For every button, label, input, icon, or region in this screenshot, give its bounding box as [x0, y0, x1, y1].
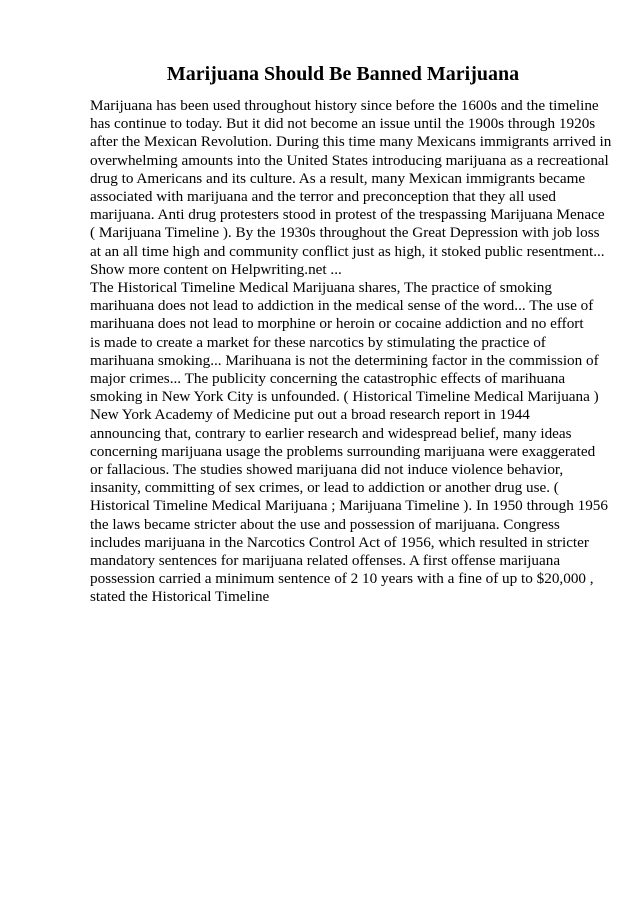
- body-line: marihuana smoking... Marihuana is not the determining factor in the commission of: [90, 351, 599, 369]
- body-line: at an all time high and community conflict just as high, it stoked public resentment...: [90, 242, 605, 260]
- body-line: has continue to today. But it did not become an issue until the 1900s through 1920s: [90, 115, 596, 133]
- body-line: the laws became stricter about the use and possession of marijuana. Congress: [90, 515, 560, 533]
- body-line: possession carried a minimum sentence of 2 10 years with a fine of up to $20,000 ,: [90, 570, 594, 588]
- show-more-line: Show more content on Helpwriting.net ...: [90, 260, 342, 278]
- document-title: Marijuana Should Be Banned Marijuana: [166, 63, 520, 85]
- body-line: or fallacious. The studies showed marijuana did not induce violence behavior,: [90, 461, 564, 479]
- body-line: overwhelming amounts into the United States introducing marijuana as a recreational: [90, 151, 609, 169]
- body-line: is made to create a market for these narcotics by stimulating the practice of: [90, 333, 546, 351]
- body-line: concerning marijuana usage the problems surrounding marijuana were exaggerated: [90, 442, 596, 460]
- document-body: [90, 97, 610, 607]
- body-line: after the Mexican Revolution. During this time many Mexicans immigrants arrived in: [90, 133, 612, 151]
- body-line: Marijuana has been used throughout history since before the 1600s and the timeline: [90, 97, 599, 114]
- body-line: includes marijuana in the Narcotics Control Act of 1956, which resulted in stricter: [90, 533, 589, 551]
- body-line: Historical Timeline Medical Marijuana ; Marijuana Timeline ). In 1950 through 1956: [90, 497, 608, 515]
- body-line: smoking in New York City is unfounded. ( Historical Timeline Medical Marijuana ): [90, 388, 599, 406]
- body-line: marihuana does not lead to morphine or heroin or cocaine addiction and no effort: [90, 315, 584, 333]
- body-line: stated the Historical Timeline: [90, 588, 270, 606]
- body-line: announcing that, contrary to earlier research and widespread belief, many ideas: [90, 424, 572, 442]
- body-line: insanity, committing of sex crimes, or lead to addiction or another drug use. (: [90, 479, 559, 497]
- body-line: mandatory sentences for marijuana related offenses. A first offense marijuana: [90, 552, 561, 570]
- body-line: marijuana. Anti drug protesters stood in protest of the trespassing Marijuana Menace: [90, 206, 605, 224]
- body-line: ( Marijuana Timeline ). By the 1930s throughout the Great Depression with job loss: [90, 224, 600, 242]
- body-line: associated with marijuana and the terror and preconception that they all used: [90, 188, 556, 206]
- body-line: major crimes... The publicity concerning the catastrophic effects of marihuana: [90, 370, 566, 388]
- body-line: New York Academy of Medicine put out a broad research report in 1944: [90, 406, 530, 424]
- body-line: marihuana does not lead to addiction in the medical sense of the word... The use of: [90, 297, 594, 315]
- body-line: The Historical Timeline Medical Marijuana shares, The practice of smoking: [90, 279, 552, 297]
- body-line: drug to Americans and its culture. As a result, many Mexican immigrants became: [90, 169, 586, 187]
